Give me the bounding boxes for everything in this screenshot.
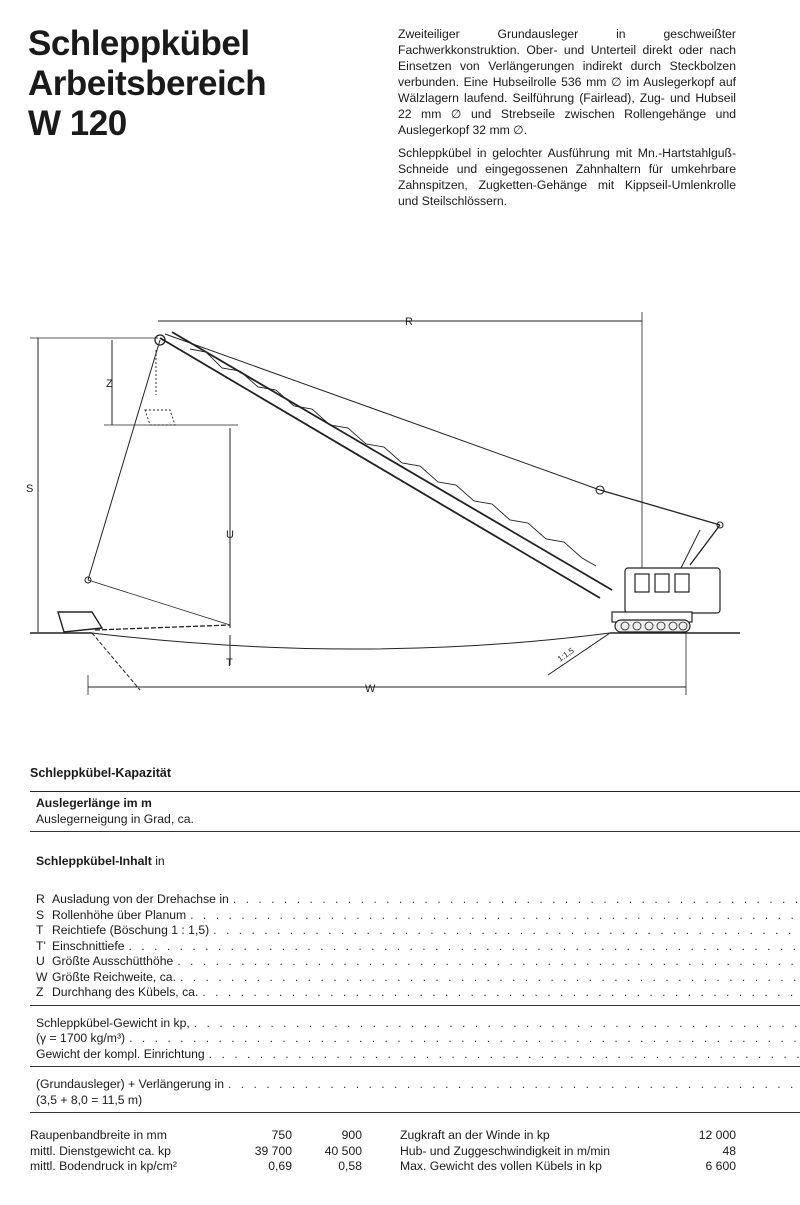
footer-right-row: Zugkraft an der Winde in kp 12 000 xyxy=(400,1128,736,1142)
weight-row-empty: Schleppkübel-Gewicht in kp, . . . xyxy=(30,1016,800,1032)
extension-row-2: (3,5 + 8,0 = 11,5 m) xyxy=(30,1093,800,1113)
weight-row-total: Gewicht der kompl. Einrichtung . . . xyxy=(30,1047,800,1067)
dim-row-r: R Ausladung von der Drehachse in . . . xyxy=(30,892,800,908)
boom-length-row xyxy=(30,792,800,812)
crane-machine xyxy=(612,568,720,632)
hoist-rope xyxy=(88,340,160,580)
extension-row-1: (Grundausleger) + Verlängerung in . . . xyxy=(30,1077,800,1093)
dim-row-t: T Reichtiefe (Böschung 1 : 1,5) . . . xyxy=(30,923,800,939)
label-t: T xyxy=(226,657,233,669)
label-slope: 1:1,5 xyxy=(555,646,576,664)
intro-text xyxy=(398,26,736,216)
label-s: S xyxy=(26,483,34,495)
label-u: U xyxy=(226,529,234,541)
boom-angle-label: Auslegerneigung in Grad, ca. xyxy=(30,812,800,832)
footer-winch-specs xyxy=(400,1128,736,1175)
dim-row-u: U Größte Ausschütthöhe . . . xyxy=(30,954,800,970)
intro-paragraph-2: Schleppkübel in gelochter Ausführung mit Mn.-Hartstahlguß-Schneide und eingegossenen Zahnhaltern für umkehrbare Zahnspitzen, Zugketten-Gehänge mit Kippseil-Umlenkrolle und Steilschlössern. xyxy=(398,146,736,208)
title-line-3: W 120 xyxy=(28,104,127,143)
excavation-profile xyxy=(92,633,610,649)
footer-right-row: Hub- und Zuggeschwindigkeit in m/min 48 xyxy=(400,1143,736,1158)
bucket-digging-position xyxy=(58,612,102,632)
weight-row-full: (γ = 1700 kg/m³) . . . xyxy=(30,1031,800,1047)
footer-left-row: mittl. Bodendruck in kp/cm² 0,69 0,58 xyxy=(30,1159,362,1173)
label-z: Z xyxy=(106,378,113,390)
dim-row-z: Z Durchhang des Kübels, ca. . . . xyxy=(30,985,800,1005)
dim-row-t-prime: T' Einschnittiefe . . . xyxy=(30,939,800,955)
footer-left-row: mittl. Dienstgewicht ca. kp 39 700 40 500 xyxy=(30,1143,362,1158)
boom-lacing xyxy=(190,349,596,566)
footer-right-row: Max. Gewicht des vollen Kübels in kp 6 600 xyxy=(400,1159,736,1173)
drag-chain xyxy=(95,625,230,630)
footer-left-row: Raupenbandbreite in mm 750 900 xyxy=(30,1128,362,1142)
page-title xyxy=(28,24,266,144)
bucket-cuyd-row xyxy=(30,842,800,858)
boom-length-label: Auslegerlänge im m xyxy=(30,792,800,812)
boom-angle-row xyxy=(30,812,800,832)
boom-lower-chord xyxy=(160,338,600,598)
footer-machine-specs xyxy=(30,1128,362,1175)
intro-paragraph-1: Zweiteiliger Grundausleger in geschweißter Fachwerkkonstruktion. Ober- und Unterteil direkt oder nach Einsetzen von Verlängerungen indirekt durch Steckbolzen verbunden. Eine Hubseilrolle 536 mm ∅ im Auslegerkopf auf Wälzlagern laufend. Seilführung (Fairlead), Zug- und Hubseil 22 mm ∅ und Strebseile zwischen Rollengehänge und Auslegerkopf 32 mm ∅. xyxy=(398,27,736,137)
title-line-2: Arbeitsbereich xyxy=(28,64,267,103)
bucket-upper-position xyxy=(145,350,175,425)
capacity-table xyxy=(30,791,800,1113)
capacity-section-title: Schleppkübel-Kapazität xyxy=(30,766,171,780)
label-w: W xyxy=(365,683,376,695)
dim-row-w: W Größte Reichweite, ca. . . . xyxy=(30,970,800,986)
dim-row-s: S Rollenhöhe über Planum . . . xyxy=(30,908,800,924)
title-line-1: Schleppkübel xyxy=(28,24,250,63)
bucket-capacity-label: Schleppkübel-Inhalt in xyxy=(36,854,165,869)
dragline-diagram xyxy=(0,300,800,700)
label-r: R xyxy=(405,316,413,328)
